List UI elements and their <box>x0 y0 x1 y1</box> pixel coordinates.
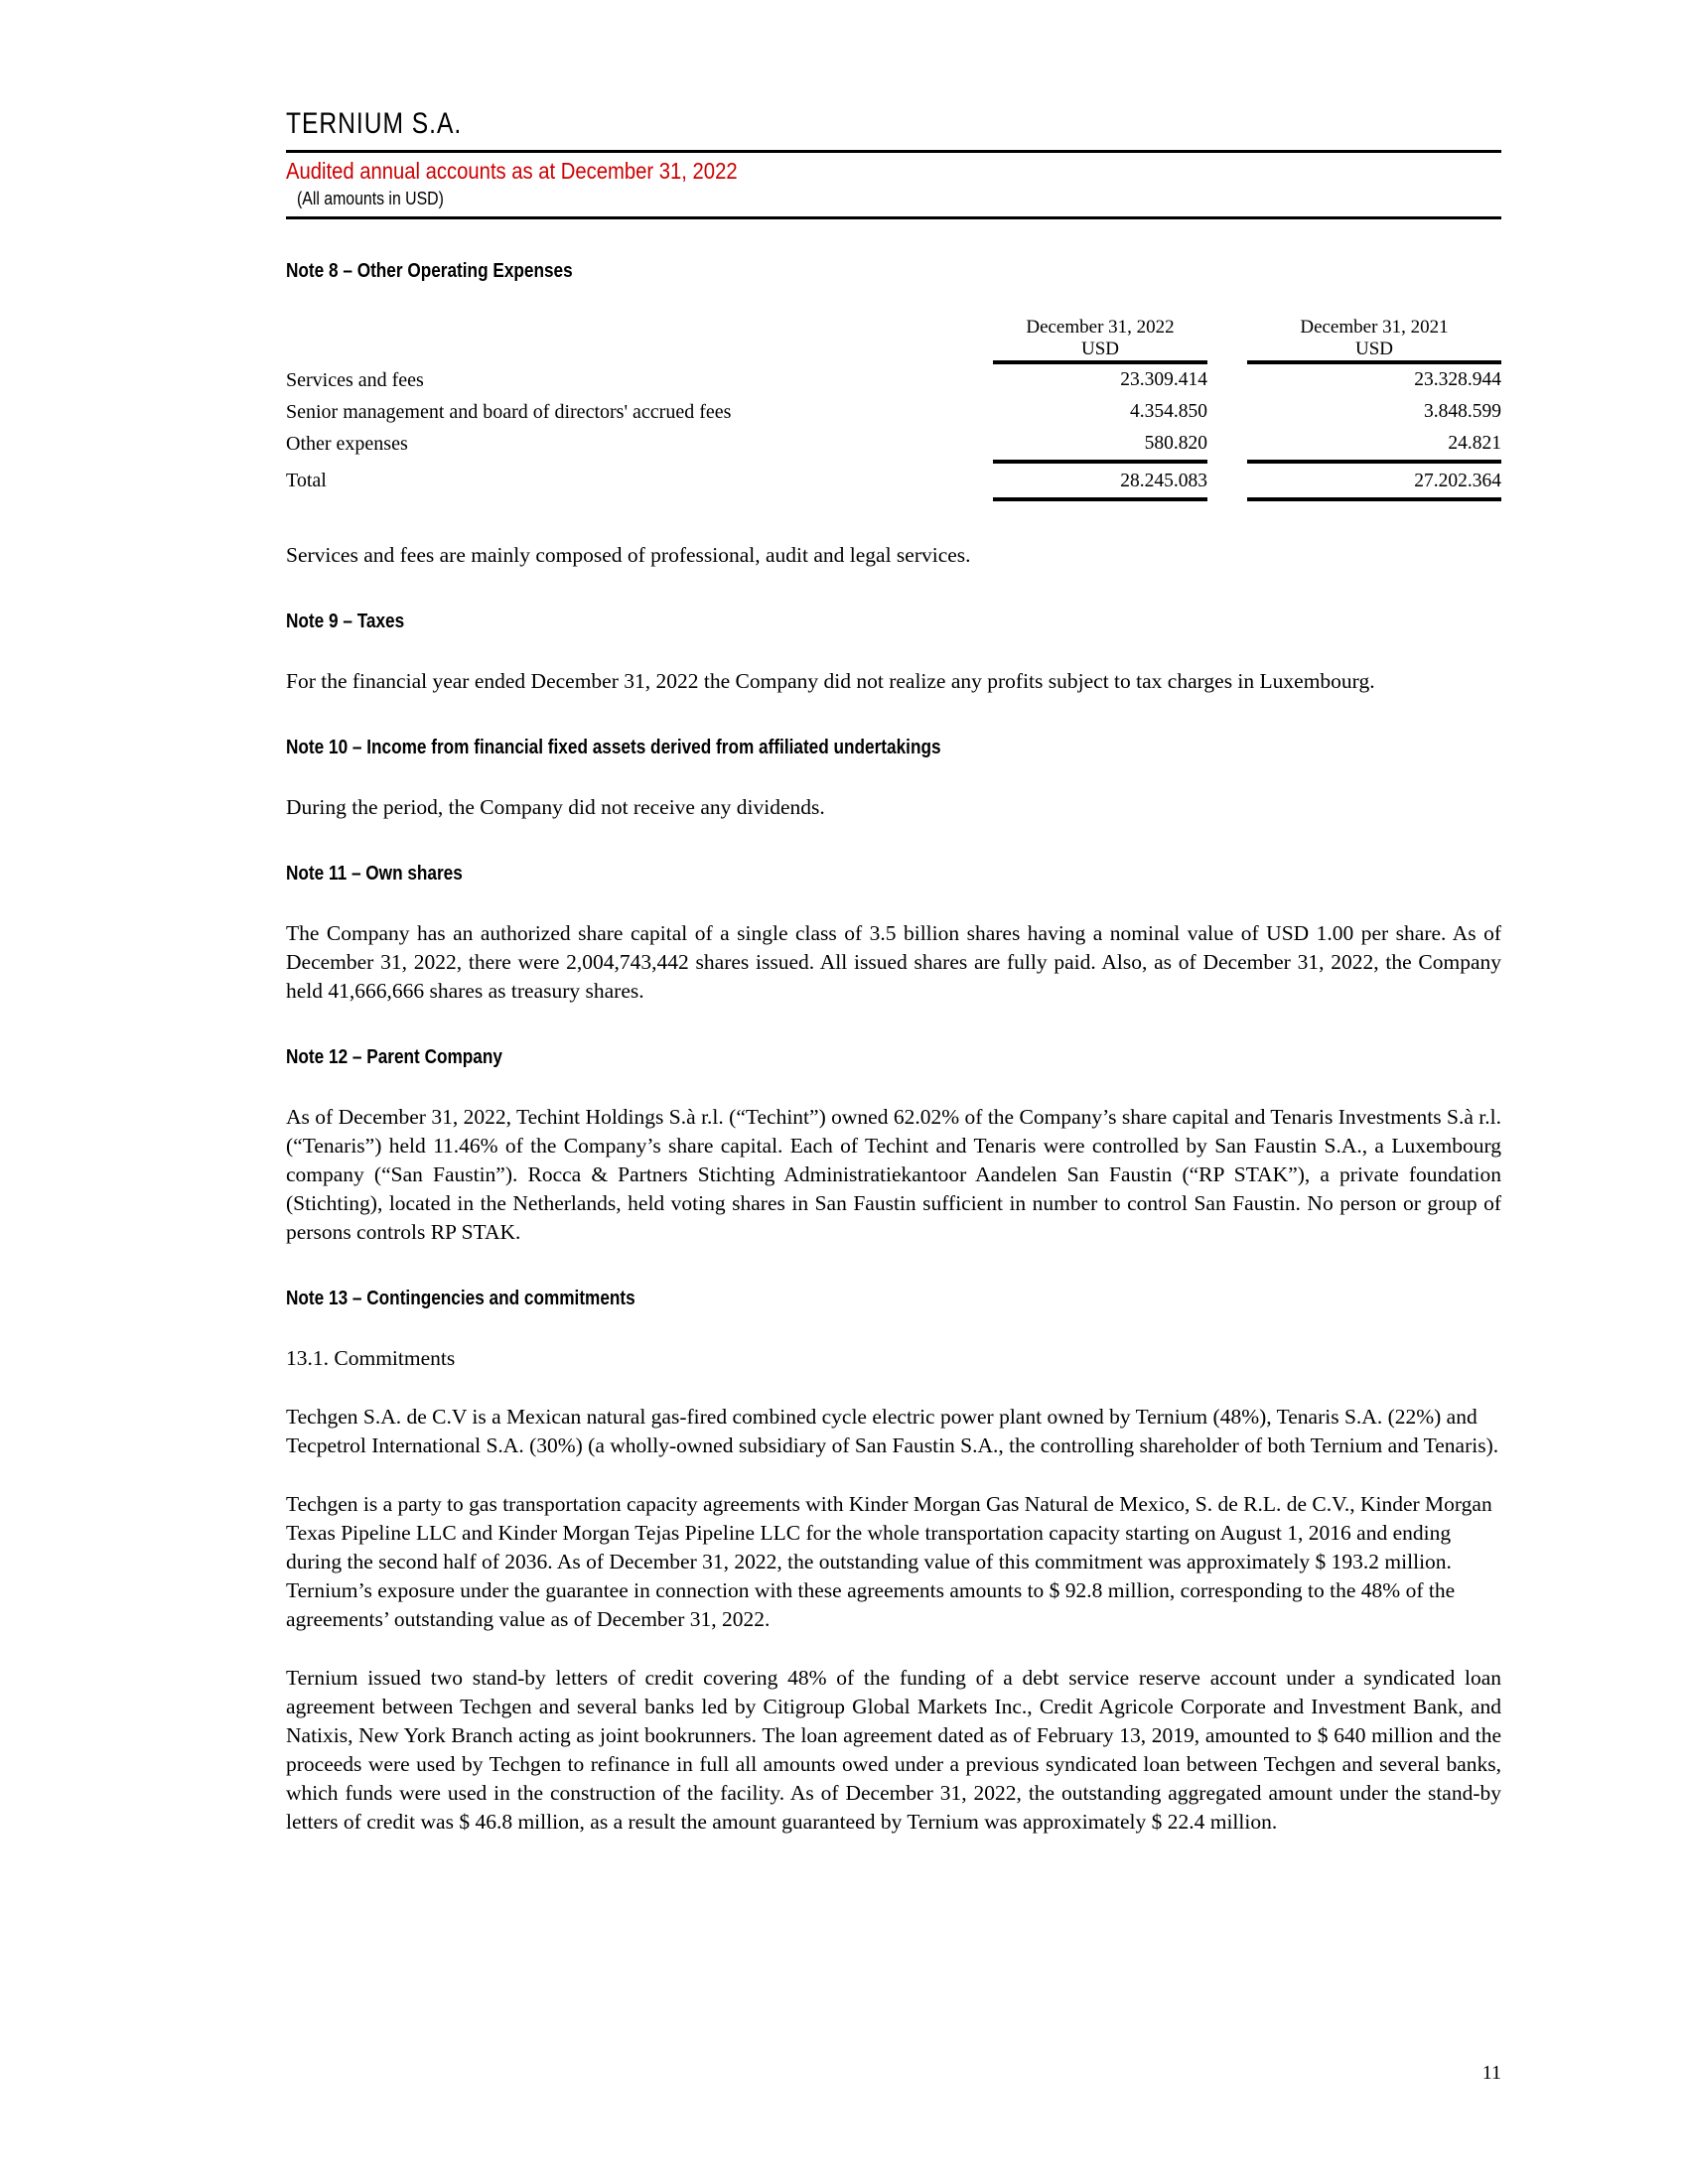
row-value-total-2021: 27.202.364 <box>1414 471 1501 492</box>
note-12-paragraph: As of December 31, 2022, Techint Holdings S.à r.l. (“Techint”) owned 62.02% of the Company’s share capital and Tenaris Investments S.à r.l. (“Tenaris”) held 11.46% of the Company’s share capital. Each of Techint and Tenaris were controlled by San Faustin S.A., a Luxembourg company (“San Faustin”). Rocca & Partners Stichting Administratiekantoor Aandelen San Faustin (“RP STAK”), a private foundation (Stichting), located in the Netherlands, held voting shares in San Faustin sufficient in number to control San Faustin. No person or group of persons controls RP STAK. <box>286 1105 1501 1245</box>
note-9-heading: Note 9 – Taxes <box>286 611 405 633</box>
row-label-total: Total <box>286 470 327 492</box>
other-operating-expenses-table <box>286 317 1501 501</box>
company-title: TERNIUM S.A. <box>286 107 463 140</box>
row-label-senior-management-fees: Senior management and board of directors' accrued fees <box>286 401 732 424</box>
note-10-heading: Note 10 – Income from financial fixed assets derived from affiliated undertakings <box>286 737 941 759</box>
note-9-paragraph: For the financial year ended December 31, 2022 the Company did not realize any profits subject to tax charges in Luxembourg. <box>286 669 1375 694</box>
amounts-note: (All amounts in USD) <box>297 188 444 208</box>
table-row <box>286 364 1501 396</box>
table-header-currency <box>286 339 1501 360</box>
table-row <box>286 428 1501 460</box>
document-header <box>286 109 1501 219</box>
row-value-total-2022: 28.245.083 <box>1120 471 1207 492</box>
page-number: 11 <box>1481 2062 1501 2084</box>
table-header-dates <box>286 317 1501 339</box>
row-value-senior-management-fees-2022: 4.354.850 <box>1130 401 1207 423</box>
row-value-services-and-fees-2021: 23.328.944 <box>1414 369 1501 391</box>
note-13-paragraph-2: Techgen is a party to gas transportation capacity agreements with Kinder Morgan Gas Natural de Mexico, S. de R.L. de C.V., Kinder Morgan Texas Pipeline LLC and Kinder Morgan Tejas Pipeline LLC for the whole transportation capacity starting on August 1, 2016 and ending during the second half of 2036. As of December 31, 2022, the outstanding value of this commitment was approximately $ 193.2 million. Ternium’s exposure under the guarantee in connection with these agreements amounts to $ 92.8 million, corresponding to the 48% of the agreements’ outstanding value as of December 31, 2022. <box>286 1492 1492 1632</box>
row-value-senior-management-fees-2021: 3.848.599 <box>1424 401 1501 423</box>
note-10-paragraph: During the period, the Company did not receive any dividends. <box>286 795 825 820</box>
column-header-date-2021: December 31, 2021 <box>1300 317 1449 339</box>
column-header-date-2022: December 31, 2022 <box>1026 317 1175 339</box>
table-row-total <box>286 464 1501 497</box>
note-8-footnote: Services and fees are mainly composed of professional, audit and legal services. <box>286 543 971 568</box>
column-header-currency-2021: USD <box>1354 339 1393 360</box>
row-value-other-expenses-2021: 24.821 <box>1448 433 1501 455</box>
row-value-other-expenses-2022: 580.820 <box>1144 433 1207 455</box>
note-11-heading: Note 11 – Own shares <box>286 863 463 886</box>
note-13-paragraph-1: Techgen S.A. de C.V is a Mexican natural gas-fired combined cycle electric power plant owned by Ternium (48%), Tenaris S.A. (22%) and Tecpetrol International S.A. (30%) (a wholly-owned subsidiary of San Faustin S.A., the controlling shareholder of both Ternium and Tenaris). <box>286 1405 1499 1458</box>
note-11-paragraph: The Company has an authorized share capital of a single class of 3.5 billion shares having a nominal value of USD 1.00 per share. As of December 31, 2022, there were 2,004,743,442 shares issued. All issued shares are fully paid. Also, as of December 31, 2022, the Company held 41,666,666 shares as treasury shares. <box>286 921 1501 1004</box>
document-subtitle: Audited annual accounts as at December 31, 2022 <box>286 158 738 184</box>
page-content <box>286 109 1501 1837</box>
row-label-other-expenses: Other expenses <box>286 433 408 456</box>
note-13-heading: Note 13 – Contingencies and commitments <box>286 1288 635 1310</box>
note-8-heading: Note 8 – Other Operating Expenses <box>286 260 573 283</box>
table-row <box>286 396 1501 428</box>
header-rule-top <box>286 150 1501 153</box>
row-label-services-and-fees: Services and fees <box>286 369 424 392</box>
note-13-paragraph-3: Ternium issued two stand-by letters of credit covering 48% of the funding of a debt service reserve account under a syndicated loan agreement between Techgen and several banks led by Citigroup Global Markets Inc., Credit Agricole Corporate and Investment Bank, and Natixis, New York Branch acting as joint bookrunners. The loan agreement dated as of February 13, 2019, amounted to $ 640 million and the proceeds were used by Techgen to refinance in full all amounts owed under a previous syndicated loan between Techgen and several banks, which funds were used in the construction of the facility. As of December 31, 2022, the outstanding aggregated amount under the stand-by letters of credit was $ 46.8 million, as a result the amount guaranteed by Ternium was approximately $ 22.4 million. <box>286 1666 1501 1835</box>
note-12-heading: Note 12 – Parent Company <box>286 1046 502 1069</box>
row-value-services-and-fees-2022: 23.309.414 <box>1120 369 1207 391</box>
column-header-currency-2022: USD <box>1080 339 1119 360</box>
note-13-subheading: 13.1. Commitments <box>286 1346 456 1371</box>
